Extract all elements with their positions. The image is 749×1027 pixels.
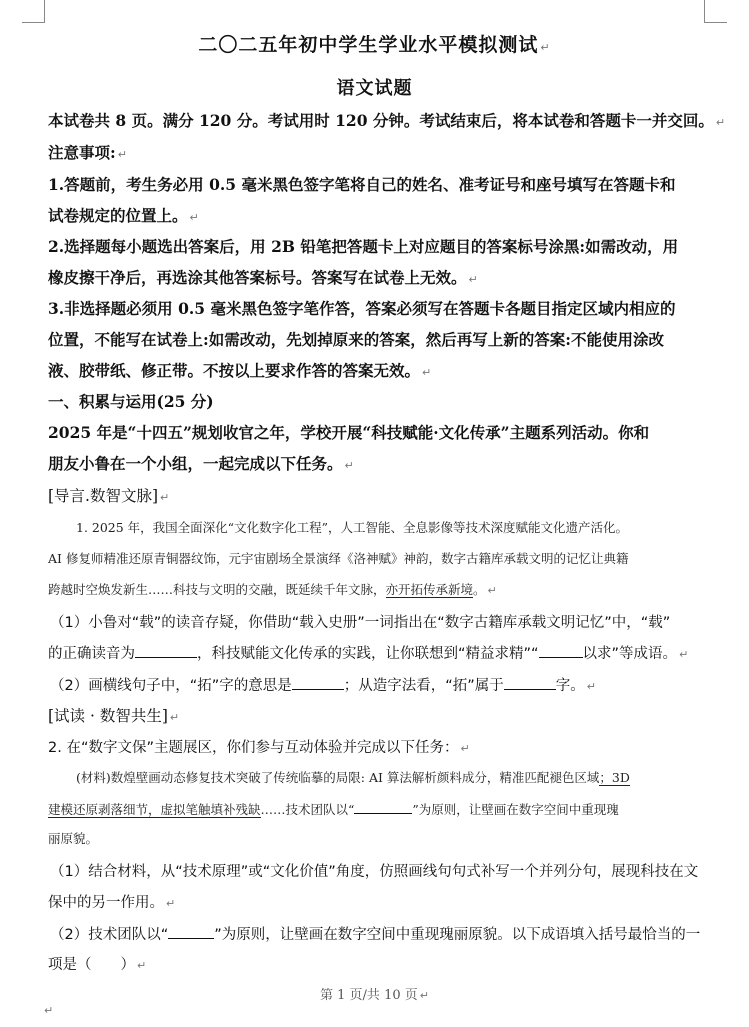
note-3-line-2: 位置，不能写在试卷上:如需改动，先划掉原来的答案，然后再写上新的答案:不能使用涂改 — [48, 330, 664, 349]
note-2-line-2: 橡皮擦干净后，再选涂其他答案标号。答案写在试卷上无效。 ↵ — [48, 268, 478, 287]
answer-blank-principle[interactable] — [168, 924, 214, 939]
question-2-intro: 2. 在“数字文保”主题展区，你们参与互动体验并完成以下任务： ↵ — [48, 740, 470, 756]
material-underlined-sentence: 建模还原剥落细节，虚拟笔触填补残缺 — [48, 802, 261, 817]
section-1-intro-line-2: 朋友小鲁在一个小组，一起完成以下任务。 ↵ — [48, 454, 354, 473]
material-line-2: 建模还原剥落细节，虚拟笔触填补残缺……技术团队以“ ”为原则，让壁画在数字空间中重现瑰 — [48, 799, 709, 818]
underlined-sentence: 亦开拓传承新境 — [385, 582, 474, 597]
corner-mark-right — [704, 0, 727, 23]
note-1-line-1: 1.答题前，考生务必用 0.5 毫米黑色签字笔将自己的姓名、准考证号和座号填写在答题卡和 — [48, 175, 676, 194]
section-1-intro-line-1: 2025 年是“十四五”规划收官之年，学校开展“科技赋能·文化传承”主题系列活动。你和 — [48, 423, 650, 442]
corner-mark-left — [22, 0, 45, 23]
part-2-heading: [试读 · 数智共生] ↵ — [48, 707, 180, 725]
notes-heading: 注意事项: ↵ — [48, 143, 127, 162]
answer-blank-meaning[interactable] — [292, 675, 344, 690]
question-1-1-line-1: （1）小鲁对“载”的读音存疑，你借助“载入史册”一词指出在“数字古籍库承载文明记忆”中，“载” — [50, 615, 671, 631]
exam-title: 二〇二五年初中学生学业水平模拟测试 ↵ — [198, 34, 551, 56]
answer-blank-pronunciation[interactable] — [135, 643, 197, 658]
note-3-line-3: 液、胶带纸、修正带。不按以上要求作答的答案无效。 ↵ — [48, 361, 432, 380]
material-line-3: 丽原貌。 — [48, 831, 99, 846]
material-underline-start: ；3D — [599, 770, 630, 785]
question-2-1-line-2: 保中的另一作用。 ↵ — [48, 895, 176, 911]
note-2-line-1: 2.选择题每小题选出答案后，用 2B 铅笔把答题卡上对应题目的答案标号涂黑:如需改动，用 — [48, 237, 679, 256]
note-3-line-1: 3.非选择题必须用 0.5 毫米黑色签字笔作答，答案必须写在答题卡各题目指定区域内相应的 — [48, 299, 676, 318]
answer-blank-character-type[interactable] — [504, 675, 556, 690]
material-blank — [354, 799, 412, 814]
question-2-1-line-1: （1）结合材料，从“技术原理”或“文化价值”角度，仿照画线句句式补写一个并列分句，展现科技在文 — [50, 864, 699, 880]
material-line-1: (材料)数煌壁画动态修复技术突破了传统临摹的局限: AI 算法解析颜料成分，精准匹配褪色区域；3D — [76, 770, 630, 785]
part-1-heading: [导言.数智文脉] ↵ — [48, 487, 170, 505]
passage-1-line-1: 1. 2025 年，我国全面深化“文化数字化工程”，人工智能、全息影像等技术深度赋能文化遗产活化。 — [76, 520, 628, 535]
question-2-2-line-1: （2）技术团队以“ ”为原则，让壁画在数字空间中重现瑰丽原貌。以下成语填入括号最恰当的一 — [50, 923, 709, 944]
question-1-1-line-2: 的正确读音为 ，科技赋能文化传承的实践，让你联想到“精益求精”“ 以求”等成语。 ↵ — [48, 642, 709, 663]
passage-1-line-3: 跨越时空焕发新生……科技与文明的交融，既延续千年文脉，亦开拓传承新境。 ↵ — [48, 582, 497, 597]
page-footer: 第 1 页/共 10 页 ↵ — [320, 988, 429, 1003]
paragraph-mark: ↵ — [44, 1004, 54, 1017]
section-1-heading: 一、积累与运用(25 分) — [48, 392, 214, 411]
question-1-2: （2）画横线句子中，“拓”字的意思是 ；从造字法看，“拓”属于 字。 ↵ — [50, 674, 709, 695]
note-1-line-2: 试卷规定的位置上。 ↵ — [48, 206, 199, 225]
intro-text: 本试卷共 8 页。满分 120 分。考试用时 120 分钟。考试结束后，将本试卷和答题卡一并交回。 ↵ — [48, 111, 726, 130]
passage-1-line-2: AI 修复师精准还原青铜器纹饰，元宇宙剧场全景演绎《洛神赋》神韵，数字古籍库承载文明的记忆让典籍 — [48, 551, 629, 566]
question-2-2-line-2: 项是（ ） ↵ — [48, 957, 147, 973]
exam-subtitle: 语文试题 — [336, 78, 413, 99]
answer-blank-idiom[interactable] — [539, 643, 583, 658]
